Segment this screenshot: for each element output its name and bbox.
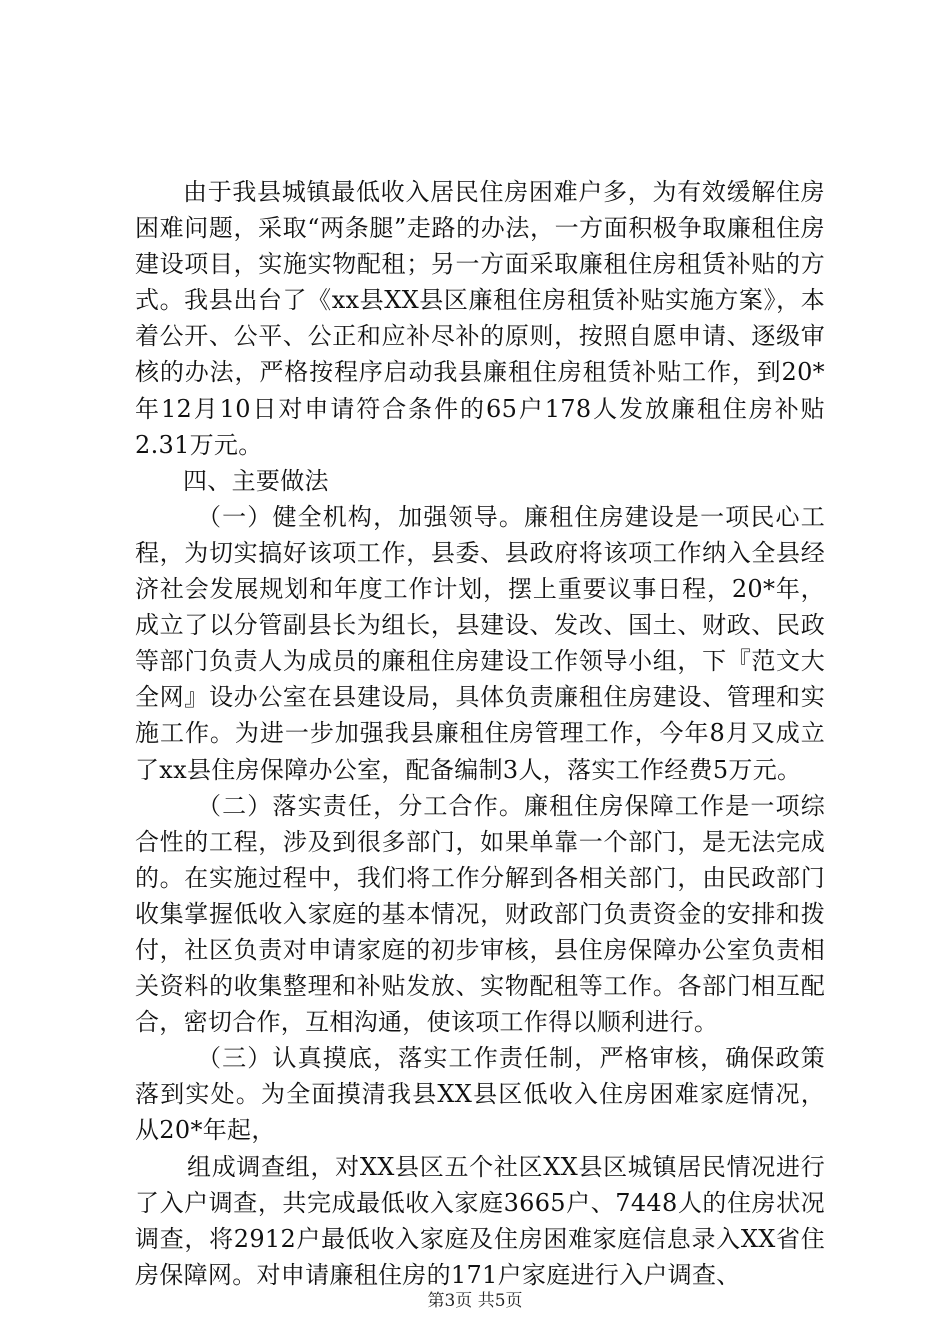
paragraph-survey: 组成调查组，对XX县区五个社区XX县区城镇居民情况进行了入户调查，共完成最低收入家庭3665户、7448人的住房状况调查，将2912户最低收入家庭及住房困难家庭信息录入XX省住房保障网。对申请廉租住房的171户家庭进行入户调查、 (135, 1152, 825, 1289)
document-body (135, 174, 825, 1293)
section-heading-main-measures: 四、主要做法 (183, 466, 329, 495)
paragraph-measure-3: （三）认真摸底，落实工作责任制，严格审核，确保政策落到实处。为全面摸清我县XX县区低收入住房困难家庭情况，从20*年起， (135, 1044, 825, 1145)
paragraph-measure-1: （一）健全机构，加强领导。廉租住房建设是一项民心工程，为切实搞好该项工作，县委、县政府将该项工作纳入全县经济社会发展规划和年度工作计划，摆上重要议事日程，20*年，成立了以分管副县长为组长，县建设、发改、国土、财政、民政等部门负责人为成员的廉租住房建设工作领导小组，下『范文大全网』设办公室在县建设局，具体负责廉租住房建设、管理和实施工作。为进一步加强我县廉租住房管理工作，今年8月又成立了xx县住房保障办公室，配备编制3人，落实工作经费5万元。 (135, 502, 825, 784)
page-footer (0, 1290, 950, 1312)
paragraph-measure-2: （二）落实责任，分工合作。廉租住房保障工作是一项综合性的工程，涉及到很多部门，如果单靠一个部门，是无法完成的。在实施过程中，我们将工作分解到各相关部门，由民政部门收集掌握低收入家庭的基本情况，财政部门负责资金的安排和拨付，社区负责对申请家庭的初步审核，县住房保障办公室负责相关资料的收集整理和补贴发放、实物配租等工作。各部门相互配合，密切合作，互相沟通，使该项工作得以顺利进行。 (135, 791, 825, 1037)
page-number-indicator: 第3页 共5页 (427, 1291, 523, 1311)
paragraph-rental-subsidy: 由于我县城镇最低收入居民住房困难户多，为有效缓解住房困难问题，采取“两条腿”走路的办法，一方面积极争取廉租住房建设项目，实施实物配租；另一方面采取廉租住房租赁补贴的方式。我县出台了《xx县XX县区廉租住房租赁补贴实施方案》，本着公开、公平、公正和应补尽补的原则，按照自愿申请、逐级审核的办法，严格按程序启动我县廉租住房租赁补贴工作，到20*年12月10日对申请符合条件的65户178人发放廉租住房补贴2.31万元。 (135, 178, 825, 459)
